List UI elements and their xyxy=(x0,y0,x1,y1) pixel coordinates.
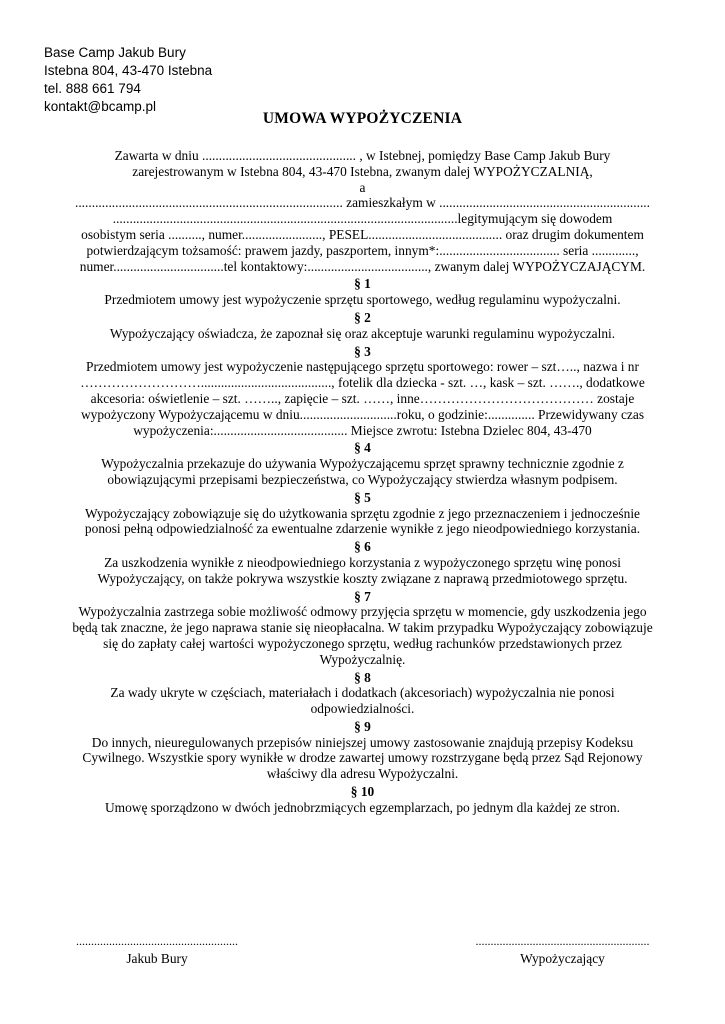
section-text-line: Wypożyczalnia przekazuje do używania Wypożyczającemu sprzęt sprawny technicznie zgodnie z xyxy=(101,456,624,472)
sections-container xyxy=(40,276,685,815)
section-5 xyxy=(40,490,685,537)
signature-line: ...................................................... xyxy=(76,934,238,948)
section-6 xyxy=(40,539,685,586)
section-text-line: Za wady ukryte w częściach, materiałach i dodatkach (akcesoriach) wypożyczalnia nie ponosi xyxy=(110,685,615,701)
section-text-line: odpowiedzialności. xyxy=(310,701,415,717)
intro-line: a xyxy=(359,179,366,195)
document-title: UMOWA WYPOŻYCZENIA xyxy=(262,110,463,127)
section-text-line: się do zapłaty całej wartości wypożyczonego sprzętu, według rachunków przedstawionych przez xyxy=(103,635,622,651)
section-3 xyxy=(40,344,685,439)
section-heading: § 1 xyxy=(354,276,371,292)
section-text-line: akcesoria: oświetlenie – szt. …….., zapięcie – szt. ……, inne………………………………… zostaje xyxy=(90,390,635,406)
section-9 xyxy=(40,719,685,782)
section-heading: § 4 xyxy=(354,440,371,456)
section-heading: § 8 xyxy=(354,669,371,685)
company-phone: tel. 888 661 794 xyxy=(44,81,141,96)
section-heading: § 6 xyxy=(354,539,371,555)
section-text-line: Przedmiotem umowy jest wypożyczenie sprzętu sportowego, według regulaminu wypożyczalni. xyxy=(104,292,621,308)
company-header xyxy=(44,44,212,116)
section-text-line: Wypożyczalnia zastrzega sobie możliwość odmowy przyjęcia sprzętu w momencie, gdy uszkodzenia jego xyxy=(78,604,647,620)
section-text-line: wypożyczony Wypożyczającemu w dniu.............................roku, o godzinie:.............. Przewidywany czas xyxy=(80,406,645,422)
section-text-line: wypożyczenia:........................................ Miejsce zwrotu: Istebna Dzielec 804, 43-470 xyxy=(133,422,592,438)
intro-line: .......................................................................................................legitymującym się dowodem xyxy=(112,211,613,227)
section-1 xyxy=(40,276,685,308)
intro-line: osobistym seria .........., numer........................, PESEL........................................ oraz drugim dokumentem xyxy=(81,226,644,242)
section-7 xyxy=(40,589,685,668)
signature-name: Jakub Bury xyxy=(126,951,188,966)
section-2 xyxy=(40,310,685,342)
section-heading: § 2 xyxy=(354,309,371,325)
section-heading: § 10 xyxy=(350,784,375,800)
section-text-line: Umowę sporządzono w dwóch jednobrzmiących egzemplarzach, po jednym dla każdej ze stron. xyxy=(105,799,620,815)
section-text-line: ponosi pełną odpowiedzialność za ewentualne zdarzenie wynikłe z jego nieodpowiedniego korzystania. xyxy=(84,521,641,537)
company-email: kontakt@bcamp.pl xyxy=(44,99,157,114)
contract-body xyxy=(40,148,685,816)
intro-paragraph xyxy=(40,148,685,274)
section-heading: § 3 xyxy=(354,343,371,359)
section-heading: § 5 xyxy=(354,489,371,505)
section-4 xyxy=(40,440,685,487)
section-10 xyxy=(40,784,685,816)
section-8 xyxy=(40,670,685,717)
intro-line: Zawarta w dniu .............................................. , w Istebnej, pomiędzy Base Camp Jakub Bury xyxy=(114,148,611,163)
signature-name: Wypożyczający xyxy=(520,951,605,966)
intro-line: zarejestrowanym w Istebna 804, 43-470 Istebna, zwanym dalej WYPOŻYCZALNIĄ, xyxy=(132,163,593,179)
section-text-line: Za uszkodzenia wynikłe z nieodpowiedniego korzystania z wypożyczonego sprzętu winę ponosi xyxy=(104,554,621,570)
section-text-line: obowiązującymi przepisami bezpieczeństwa, co Wypożyczający stwierdza własnym podpisem. xyxy=(107,471,618,487)
company-name: Base Camp Jakub Bury xyxy=(44,45,186,60)
intro-line: potwierdzającym tożsamość: prawem jazdy, paszportem, innym*:.................................... seria ............., xyxy=(86,242,639,258)
section-text-line: będą tak znaczne, że jego naprawa stanie się nieopłacalna. W takim przypadku Wypożyczający zobowiązuje xyxy=(72,620,653,636)
section-text-line: Do innych, nieuregulowanych przepisów niniejszej umowy zastosowanie znajdują przepisy Kodeksu xyxy=(91,734,634,750)
section-text-line: ………………………......................................., fotelik dla dziecka - szt. …, kask – szt. ……., dodatkowe xyxy=(80,375,645,391)
section-text-line: Wypożyczalnię. xyxy=(319,651,406,667)
intro-line: numer.................................tel kontaktowy:...................................., zwanym dalej WYPOŻYCZAJĄCYM. xyxy=(79,258,646,274)
company-address: Istebna 804, 43-470 Istebna xyxy=(44,63,213,78)
section-text-line: Wypożyczający zobowiązuje się do użytkowania sprzętu zgodnie z jego przeznaczeniem i jednocześnie xyxy=(84,505,641,521)
signature-block-renter xyxy=(450,932,675,968)
section-text-line: Przedmiotem umowy jest wypożyczenie następującego sprzętu sportowego: rower – szt….., nazwa i nr xyxy=(86,359,639,375)
section-text-line: Wypożyczający, on także pokrywa wszystkie koszty związane z naprawą przedmiotowego sprzętu. xyxy=(97,570,628,586)
section-text-line: właściwy dla adresu Wypożyczalni. xyxy=(266,766,459,782)
signature-block-rental xyxy=(52,932,262,968)
section-heading: § 9 xyxy=(354,718,371,734)
signature-line: .......................................................... xyxy=(475,934,650,948)
section-text-line: Wypożyczający oświadcza, że zapoznał się oraz akceptuje warunki regulaminu wypożyczalni. xyxy=(109,325,616,341)
section-heading: § 7 xyxy=(354,588,371,604)
intro-line: ................................................................................ zamieszkałym w ............................................................... xyxy=(74,195,651,211)
section-text-line: Cywilnego. Wszystkie spory wynikłe w drodze zawartej umowy rozstrzygane będą przez Sąd Rejonowy xyxy=(82,750,643,766)
